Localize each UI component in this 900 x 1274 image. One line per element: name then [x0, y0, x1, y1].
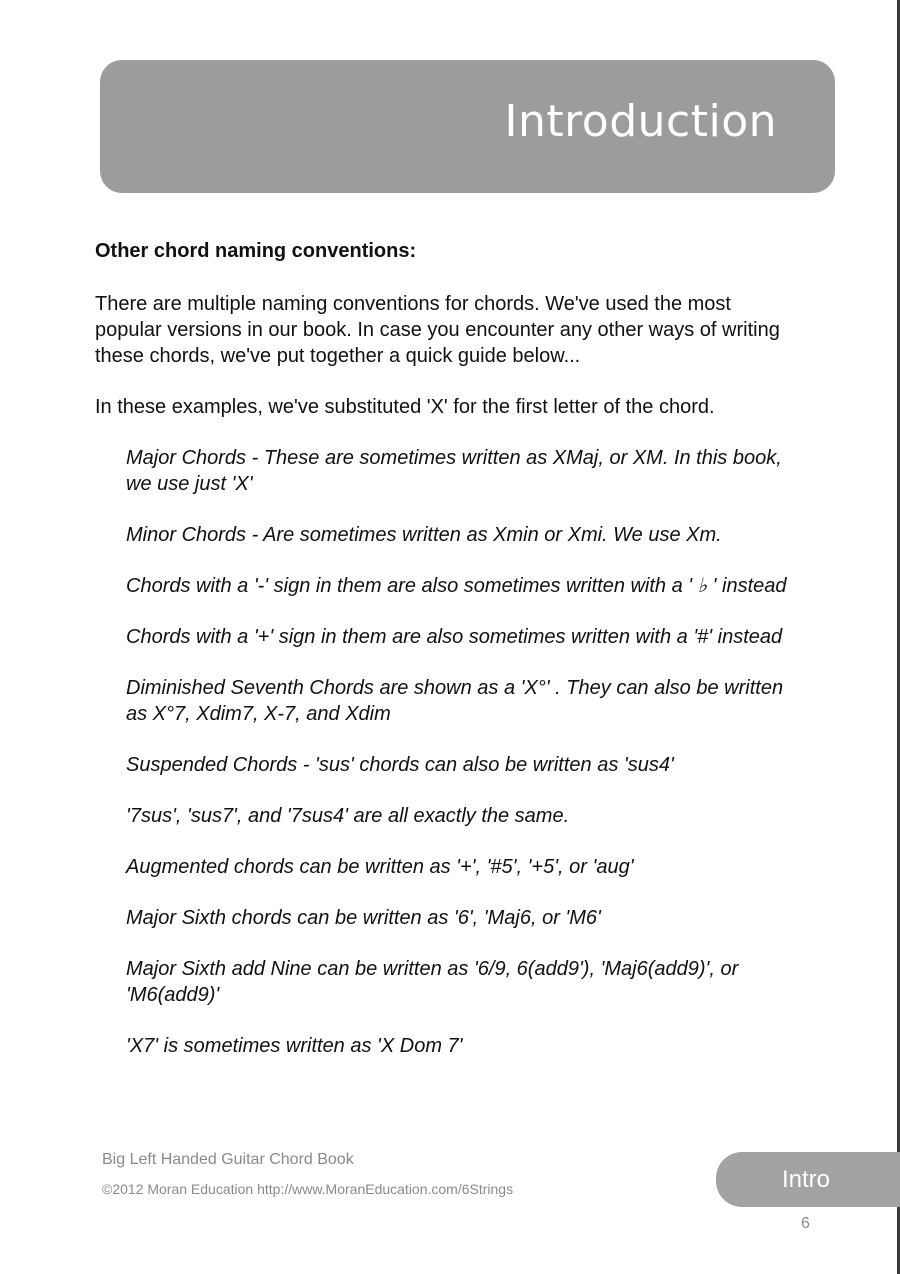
convention-diminished-seventh: Diminished Seventh Chords are shown as a 'X°' . They can also be written as X°7, Xdim7, X-7, and Xdim — [126, 677, 784, 725]
section-tab-label: Intro — [782, 1166, 831, 1193]
example-paragraph: In these examples, we've substituted 'X' for the first letter of the chord. — [95, 396, 715, 418]
convention-7sus: '7sus', 'sus7', and '7sus4' are all exactly the same. — [126, 805, 570, 827]
header-banner — [100, 60, 835, 193]
convention-augmented: Augmented chords can be written as '+', '#5', '+5', or 'aug' — [126, 856, 634, 878]
convention-dominant-seventh: 'X7' is sometimes written as 'X Dom 7' — [126, 1035, 463, 1057]
convention-minor-chords: Minor Chords - Are sometimes written as Xmin or Xmi. We use Xm. — [126, 524, 722, 546]
conventions-list — [126, 445, 796, 1084]
convention-major-chords: Major Chords - These are sometimes written as XMaj, or XM. In this book, we use just 'X' — [126, 447, 782, 495]
page-title: Introduction — [504, 96, 777, 147]
footer-copyright: ©2012 Moran Education http://www.MoranEducation.com/6Strings — [102, 1181, 514, 1197]
section-heading: Other chord naming conventions: — [95, 240, 417, 262]
section-tab-intro — [716, 1152, 900, 1207]
convention-major-sixth-add-nine: Major Sixth add Nine can be written as '6/9, 6(add9'), 'Maj6(add9)', or 'M6(add9)' — [126, 958, 739, 1006]
intro-paragraph: There are multiple naming conventions for chords. We've used the most popular versions in our book. In case you encounter any other ways of writing these chords, we've put together a quick guide below... — [95, 293, 780, 367]
page-number: 6 — [801, 1215, 810, 1232]
convention-plus-sign: Chords with a '+' sign in them are also sometimes written with a '#' instead — [126, 626, 783, 648]
convention-major-sixth: Major Sixth chords can be written as '6', 'Maj6, or 'M6' — [126, 907, 601, 929]
convention-minus-sign: Chords with a '-' sign in them are also sometimes written with a ' ♭ ' instead — [126, 575, 787, 597]
convention-suspended: Suspended Chords - 'sus' chords can also be written as 'sus4' — [126, 754, 674, 776]
footer-book-title: Big Left Handed Guitar Chord Book — [102, 1151, 354, 1168]
